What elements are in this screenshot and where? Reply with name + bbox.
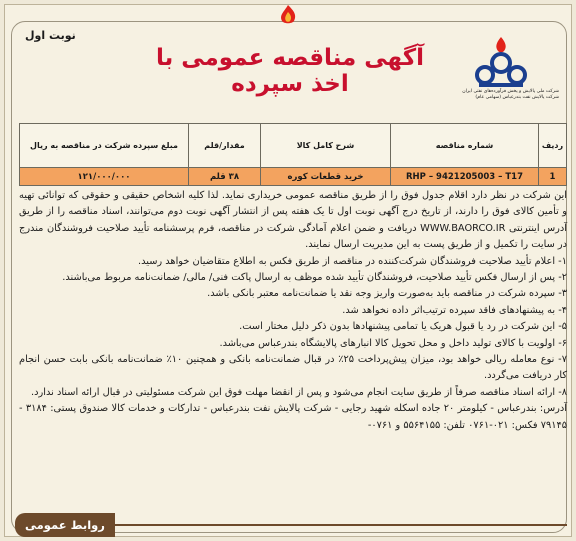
cell-tender-no: RHP – 9421205003 – T17 — [391, 168, 539, 186]
footer-stripe — [115, 524, 567, 526]
table-row — [20, 168, 567, 186]
condition-item: ۷- نوع معامله ریالی خواهد بود، میزان پیش‌پرداخت ۲۵٪ در قبال ضمانت‌نامه بانکی و همچنین ۱۰٪ ضمانت‌نامه بانکی بابت حسن انجام کار دریافت می‌گردد. — [19, 354, 567, 382]
header-description: شرح کامل کالا — [261, 124, 391, 168]
intro-paragraph: این شرکت در نظر دارد اقلام جدول فوق را از طریق مناقصه عمومی خریداری نماید. لذا کلیه اشخاص حقیقی و حقوقی که توانائی تهیه و تأمین کالای فوق را دارند، از تاریخ درج آگهی نوبت اول تا یک هفته پس از انتشار آگهی نوبت دوم می‌توانند، اسناد مناقصه را از طریق آدرس اینترنتی WWW.BAORCO.IR دریافت و ضمن اعلام آمادگی شرکت در مناقصه، فرم پرسشنامه تأیید صلاحیت فروشندگان مندرج در سایت را تکمیل و از طریق پست به این مدیریت ارسال نمایند. — [19, 190, 567, 251]
condition-item: ۳- سپرده شرکت در مناقصه باید به‌صورت واریز وجه نقد یا ضمانت‌نامه معتبر بانکی باشد. — [207, 288, 567, 300]
cell-deposit: ۱۲۱/۰۰۰/۰۰۰ — [20, 168, 189, 186]
company-logo-icon — [471, 35, 531, 89]
header-quantity: مقدار/قلم — [189, 124, 261, 168]
condition-item: ۴- به پیشنهادهای فاقد سپرده ترتیب‌اثر داده نخواهد شد. — [342, 304, 567, 316]
page-title: آگهی مناقصه عمومی با اخذ سپرده — [155, 45, 424, 97]
company-name — [423, 89, 559, 101]
header-deposit: مبلغ سپرده شرکت در مناقصه به ریال — [20, 124, 189, 168]
tender-table — [19, 123, 567, 186]
condition-item: ۵- این شرکت در رد یا قبول هریک یا تمامی پیشنهادها بدون ذکر دلیل مختار است. — [239, 321, 567, 333]
header-tender-no: شماره مناقصه — [391, 124, 539, 168]
flame-icon — [270, 3, 306, 25]
address-paragraph: آدرس: بندرعباس - کیلومتر ۲۰ جاده اسکله شهید رجایی - شرکت پالایش نفت بندرعباس - تدارکات و خدمات کالا صندوق پستی: ۳۱۸۴ - ۷۹۱۴۵ فکس: ۰۲۱-۰۷۶۱ تلفن: ۵۵۶۴۱۵۵ و ۰۷۶۱- — [19, 403, 567, 431]
header-row-no: ردیف — [539, 124, 567, 168]
advertisement-page — [4, 4, 572, 537]
tender-table-header — [20, 124, 567, 168]
cell-description: خرید قطعات کوره — [261, 168, 391, 186]
edition-label: نوبت اول — [25, 29, 76, 42]
public-relations-label: روابط عمومی — [15, 513, 115, 537]
cell-row-no: 1 — [539, 168, 567, 186]
ad-body — [19, 188, 567, 434]
condition-item: ۸- ارائه اسناد مناقصه صرفاً از طریق سایت انجام می‌شود و پس از انقضا مهلت فوق این شرکت مسئولیتی در قبال ارائه اسناد ندارد. — [31, 386, 567, 398]
company-name-main: شرکت ملی پالایش و پخش فرآورده‌های نفتی ایران — [462, 89, 559, 94]
condition-item: ۶- اولویت با کالای تولید داخل و محل تحویل کالا انبارهای پالایشگاه بندرعباس می‌باشد. — [219, 337, 567, 349]
company-name-sub: شرکت پالایش نفت بندرعباس (سهامی عام) — [475, 95, 559, 100]
condition-item: ۲- پس از ارسال فکس تأیید صلاحیت، فروشندگان تأیید شده موظف به ارسال پاکت فنی/ مالی/ ضمانت‌نامه مربوط می‌باشند. — [62, 272, 567, 284]
condition-item: ۱- اعلام تأیید صلاحیت فروشندگان شرکت‌کننده در مناقصه از طریق فکس به اطلاع متقاضیان خواهد رسید. — [138, 255, 567, 267]
cell-quantity: ۳۸ قلم — [189, 168, 261, 186]
